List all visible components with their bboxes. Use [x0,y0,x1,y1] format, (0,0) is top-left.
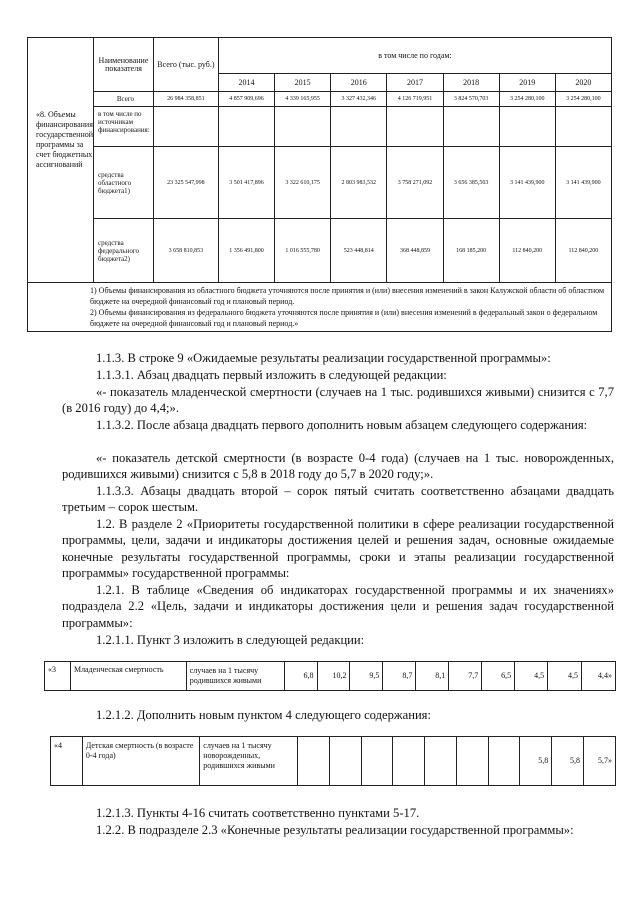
cell-value: 2 803 983,532 [331,147,387,219]
cell-value: 3 327 432,346 [331,92,387,107]
cell-value [297,737,329,786]
cell-value: 9,5 [350,662,383,691]
cell-value: 3 254 280,100 [499,92,555,107]
cell-value: 8,1 [416,662,449,691]
table-row [28,92,612,107]
cell-value: 4 126 719,951 [387,92,443,107]
cell-value: 4 857 909,696 [218,92,274,107]
paragraph: 1.2.2. В подразделе 2.3 «Конечные результаты реализации государственной программы»: [96,823,574,837]
cell-value: 4 339 165,955 [275,92,331,107]
cell-value: 5,7» [584,737,616,786]
paragraph: 1.2.1. В таблице «Сведения об индикаторах государственной программы и их значениях» подраздела 2.2 «Цель, задачи и индикаторы достижения цели и решения задач государственной программы»: [62,583,614,630]
cell-value: 5,8 [552,737,584,786]
cell-value: 4,5 [515,662,548,691]
row-label: Всего [94,92,154,107]
indicator-unit: случаев на 1 тысячу новорожденных, родившихся живыми [200,737,298,786]
cell-value: 3 254 280,100 [555,92,611,107]
note-1: 1) Объемы финансирования из областного бюджета уточняются после принятия и (или) внесения изменений в закон Калужской области об областном бюджете на очередной финансовый год и плановый период. [90,286,605,306]
item-number: «3 [45,662,71,691]
col-years-header: в том числе по годам: [218,38,611,74]
year-header: 2018 [443,74,499,92]
cell-value [218,107,274,147]
cell-value [555,107,611,147]
row-total [153,107,218,147]
cell-value [329,737,361,786]
paragraph: 1.2.1.2. Дополнить новым пунктом 4 следующего содержания: [96,708,431,722]
row-total: 3 658 810,853 [153,219,218,283]
indicator-unit: случаев на 1 тысячу родившихся живыми [186,662,284,691]
cell-value: 3 824 570,703 [443,92,499,107]
paragraph: 1.2. В разделе 2 «Приоритеты государственной политики в сфере реализации государственной программы, цели, задачи и индикаторы достижения целей и решения задач, основные ожидаемые конечные результаты государственной программы, сроки и этапы реализации государственной программы» государственной программы: [62,517,614,581]
paragraph: 1.1.3.1. Абзац двадцать первый изложить в следующей редакции: [96,368,447,382]
financing-notes [28,283,612,332]
cell-value [275,107,331,147]
cell-value [443,107,499,147]
row-label: средства федерального бюджета2) [94,219,154,283]
year-header: 2015 [275,74,331,92]
paragraph: «- показатель младенческой смертности (случаев на 1 тыс. родившихся живыми) снизится с 7,7 (в 2016 году) до 4,4;». [62,385,614,416]
cell-value: 4,5 [548,662,582,691]
cell-value [499,107,555,147]
cell-value [361,737,393,786]
year-header: 2014 [218,74,274,92]
cell-value: 3 758 271,092 [387,147,443,219]
year-header: 2017 [387,74,443,92]
paragraph: 1.2.1.1. Пункт 3 изложить в следующей редакции: [96,633,365,647]
paragraph: «- показатель детской смертности (в возрасте 0-4 года) (случаев на 1 тыс. новорожденных, родившихся живыми) снизится с 5,8 в 2018 году до 5,7 в 2020 году;». [62,451,614,482]
financing-side-label: «8. Объемы финансирования государственной программы за счет бюджетных ассигнований [28,38,94,283]
cell-value [425,737,457,786]
cell-value: 523 448,814 [331,219,387,283]
cell-value [331,107,387,147]
row-label: средства областного бюджета1) [94,147,154,219]
col-name-header: Наименование показателя [94,38,154,92]
cell-value: 6,8 [284,662,317,691]
note-2: 2) Объемы финансирования из федерального бюджета уточняются после принятия и (или) внесения изменений в федеральный закон о федеральном бюджете на очередной финансовый год и плановый период.» [90,308,598,328]
paragraph: 1.1.3. В строке 9 «Ожидаемые результаты реализации государственной программы»: [96,351,551,365]
cell-value: 368 448,859 [387,219,443,283]
row-total: 23 325 547,998 [153,147,218,219]
paragraph: 1.1.3.3. Абзацы двадцать второй – сорок пятый считать соответственно абзацами двадцать третьим – сорок шестым. [62,484,614,515]
cell-value: 1 356 491,800 [218,219,274,283]
cell-value: 8,7 [383,662,416,691]
cell-value: 7,7 [449,662,482,691]
item-number: «4 [51,737,83,786]
cell-value: 112 840,200 [555,219,611,283]
cell-value: 3 501 417,896 [218,147,274,219]
cell-value: 6,5 [482,662,515,691]
cell-value: 168 185,200 [443,219,499,283]
indicator-name: Детская смертность (в возрасте 0-4 года) [82,737,199,786]
cell-value: 10,2 [317,662,350,691]
cell-value: 3 141 439,900 [555,147,611,219]
year-header: 2019 [499,74,555,92]
cell-value: 4,4» [582,662,616,691]
cell-value: 1 016 555,780 [275,219,331,283]
table-row [28,219,612,283]
indicator-table-4 [50,736,616,786]
year-header: 2020 [555,74,611,92]
col-total-header: Всего (тыс. руб.) [153,38,218,92]
cell-value: 3 322 610,175 [275,147,331,219]
cell-value: 3 656 385,503 [443,147,499,219]
financing-table [27,37,612,332]
cell-value [387,107,443,147]
row-total: 26 984 358,851 [153,92,218,107]
table-row [28,107,612,147]
paragraph: 1.1.3.2. После абзаца двадцать первого дополнить новым абзацем следующего содержания: [96,418,588,432]
table-row [51,737,616,786]
paragraph: 1.2.1.3. Пункты 4-16 считать соответственно пунктами 5-17. [96,806,420,820]
year-header: 2016 [331,74,387,92]
cell-value [488,737,520,786]
cell-value: 112 840,200 [499,219,555,283]
indicator-name: Младенческая смертность [70,662,186,691]
row-label: в том числе по источникам финансирования: [94,107,154,147]
table-row [45,662,616,691]
cell-value [393,737,425,786]
indicator-table-3 [44,661,616,691]
cell-value: 5,8 [520,737,552,786]
cell-value: 3 141 439,900 [499,147,555,219]
cell-value [456,737,488,786]
table-row [28,147,612,219]
